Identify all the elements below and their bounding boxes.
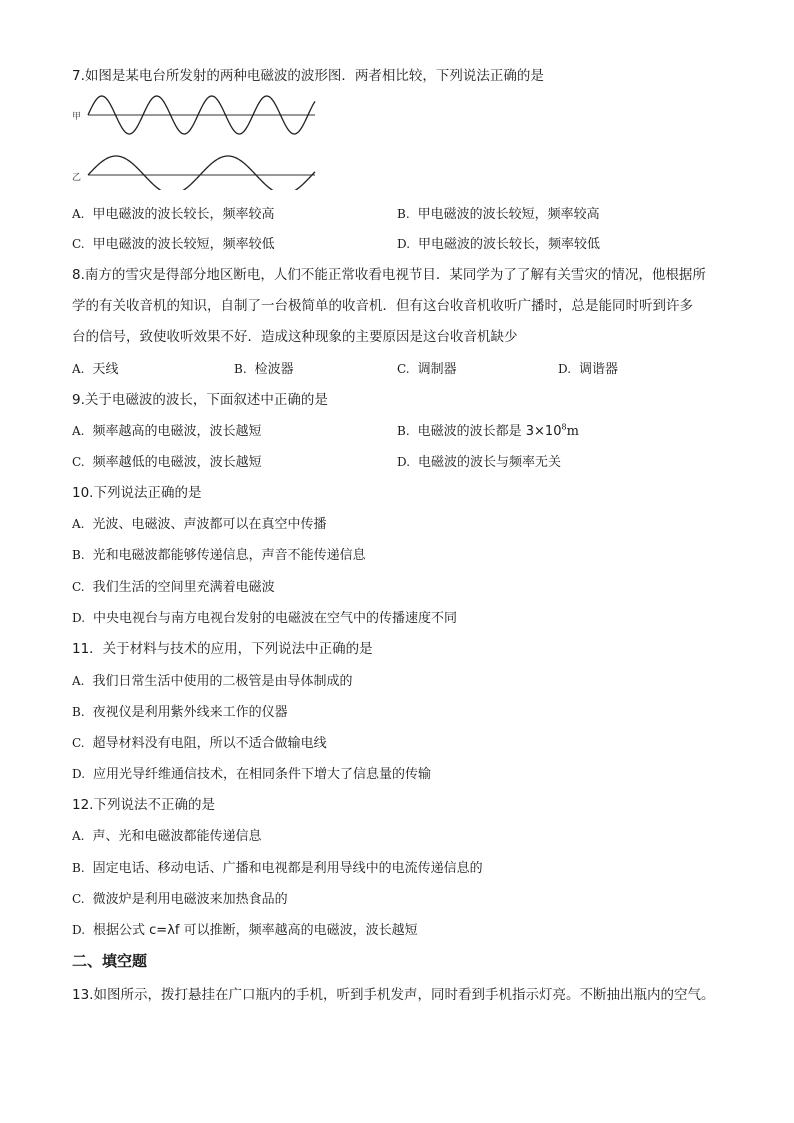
- q8-option-d: D. 调谐器: [558, 362, 619, 377]
- q9-stem: 9.关于电磁波的波长，下面叙述中正确的是: [72, 392, 328, 408]
- q8-stem-line-1: 8.南方的雪灾是得部分地区断电，人们不能正常收看电视节目．某同学为了了解有关雪灾的情况，他根据所: [72, 267, 706, 283]
- q11-option-b: B. 夜视仪是利用紫外线来工作的仪器: [72, 705, 288, 720]
- q9-option-c: C. 频率越低的电磁波，波长越短: [72, 455, 262, 470]
- q8-stem-line-3: 台的信号，致使收听效果不好．造成这种现象的主要原因是这台收音机缺少: [72, 329, 518, 345]
- q11-option-d: D. 应用光导纤维通信技术，在相同条件下增大了信息量的传输: [72, 767, 432, 782]
- q8-option-a: A. 天线: [72, 362, 119, 377]
- q10-option-d: D. 中央电视台与南方电视台发射的电磁波在空气中的传播速度不同: [72, 611, 458, 626]
- q10-option-c: C. 我们生活的空间里充满着电磁波: [72, 580, 275, 595]
- wave-label-yi: 乙: [72, 173, 82, 183]
- q11-option-c: C. 超导材料没有电阻，所以不适合做输电线: [72, 736, 327, 751]
- wave-yi: [88, 156, 315, 190]
- q9-option-d: D. 电磁波的波长与频率无关: [397, 455, 562, 470]
- q11-stem: 11．关于材料与技术的应用，下列说法中正确的是: [72, 641, 373, 657]
- q7-option-c: C. 甲电磁波的波长较短，频率较低: [72, 237, 275, 252]
- wave-label-jia: 甲: [72, 112, 82, 122]
- q10-option-a: A. 光波、电磁波、声波都可以在真空中传播: [72, 517, 327, 532]
- q7-option-d: D. 甲电磁波的波长较长，频率较低: [397, 237, 601, 252]
- q12-option-a: A. 声、光和电磁波都能传递信息: [72, 829, 262, 844]
- q13-stem: 13.如图所示，拨打悬挂在广口瓶内的手机，听到手机发声，同时看到手机指示灯亮。不断抽出瓶内的空气。: [72, 987, 715, 1003]
- q12-option-b: B. 固定电话、移动电话、广播和电视都是利用导线中的电流传递信息的: [72, 861, 483, 876]
- q12-stem: 12.下列说法不正确的是: [72, 797, 215, 813]
- q9-option-b: B. 电磁波的波长都是 $3\times 10^8m$: [397, 422, 579, 439]
- q12-option-d: D. 根据公式 c=λf 可以推断，频率越高的电磁波，波长越短: [72, 923, 418, 938]
- q9-option-a: A. 频率越高的电磁波，波长越短: [72, 424, 262, 439]
- q7-wave-figure: [70, 88, 320, 190]
- q7-stem: 7.如图是某电台所发射的两种电磁波的波形图．两者相比较，下列说法正确的是: [72, 68, 544, 84]
- q10-stem: 10.下列说法正确的是: [72, 485, 202, 501]
- q7-option-a: A. 甲电磁波的波长较长，频率较高: [72, 207, 275, 222]
- q11-option-a: A. 我们日常生活中使用的二极管是由导体制成的: [72, 674, 353, 689]
- wave-diagram: [70, 88, 320, 190]
- q10-option-b: B. 光和电磁波都能够传递信息，声音不能传递信息: [72, 548, 366, 563]
- q8-option-b: B. 检波器: [234, 362, 294, 377]
- q8-option-c: C. 调制器: [397, 362, 457, 377]
- section-fill-in-title: 二、填空题: [72, 952, 148, 970]
- q7-option-b: B. 甲电磁波的波长较短，频率较高: [397, 207, 600, 222]
- q12-option-c: C. 微波炉是利用电磁波来加热食品的: [72, 892, 288, 907]
- q8-stem-line-2: 学的有关收音机的知识，自制了一台极简单的收音机．但有这台收音机收听广播时，总是能同时听到许多: [72, 298, 693, 314]
